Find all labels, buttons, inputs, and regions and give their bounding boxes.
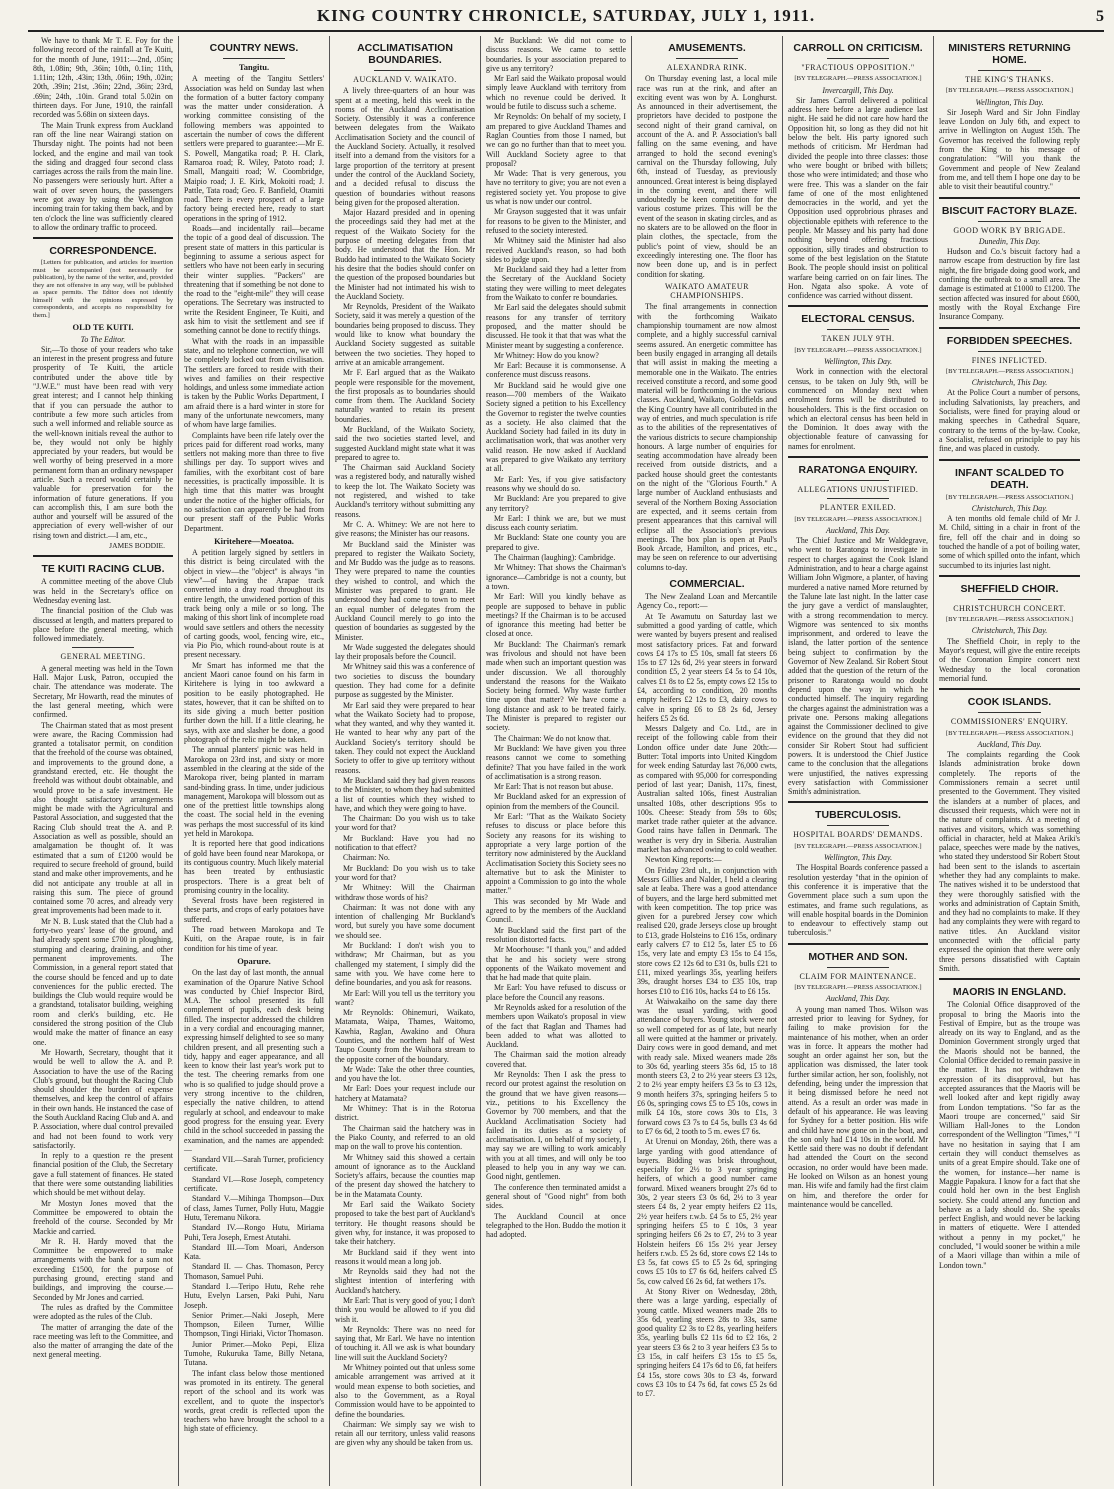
article-paragraph: Mr Earl: Will you tell us the territory you want? bbox=[335, 988, 475, 1007]
article-headline: COOK ISLANDS. bbox=[967, 696, 1052, 709]
columns bbox=[28, 36, 1104, 1486]
article-subheading: GOOD WORK BY BRIGADE. bbox=[953, 225, 1066, 235]
press-byline: [BY TELEGRAPH.—PRESS ASSOCIATION.] bbox=[945, 616, 1074, 624]
article-paragraph: What with the roads in an impassible state, and no telephone connection, we will be completely locked out from civilisation. The settlers are forced to reside with their wives and families on their respective holdings, and unless some immediate action is taken by the Public Works Department, I am afraid there is a hard winter in store for many of the unfortunate newcomers, many of whom have large families. bbox=[184, 336, 324, 430]
article-paragraph: Mr Earl said the Waikato proposal would simply leave Auckland with territory from which no revenue could be derived. It would be futile to discuss such a scheme. bbox=[486, 74, 626, 112]
article-paragraph: The New Zealand Loan and Mercantile Agency Co., report:— bbox=[637, 592, 777, 611]
article-paragraph: Mr Reynolds asked for a resolution of the members upon Waikato's proposal in view of the fact that Raglan and Thames had been added to what was allotted to Auckland. bbox=[486, 1002, 626, 1050]
column-divider bbox=[939, 459, 1080, 461]
article-paragraph: Mr Whitney said this was a conference of two societies to discuss the boundary question. They had come for a definite purpose as suggested by the Minister. bbox=[335, 662, 475, 700]
dateline: Wellington, This Day. bbox=[823, 853, 893, 863]
short-rule bbox=[827, 825, 889, 826]
short-rule bbox=[72, 647, 134, 648]
article-paragraph: Mr Earl: I think we are, but we must discuss each county seriatim. bbox=[486, 513, 626, 533]
article-paragraph: Mr Wade: That is very generous, you have no territory to give; you are not even a registered society yet. You propose to give us what is now under our control. bbox=[486, 169, 626, 207]
article-headline: FORBIDDEN SPEECHES. bbox=[946, 334, 1073, 347]
column-divider bbox=[939, 688, 1080, 690]
article-paragraph: Mr Whitney: That is in the Rotorua district. bbox=[335, 1104, 475, 1123]
article-headline: BISCUIT FACTORY BLAZE. bbox=[941, 204, 1078, 217]
article-subheading: COMMISSIONERS' ENQUIRY. bbox=[950, 717, 1069, 727]
article-paragraph: Mr Buckland said they had given reasons to the Minister, to whom they had submitted a list of counties which they wished to have, and which they were going to have. bbox=[335, 775, 475, 813]
article-paragraph: Mr Buckland, of the Waikato Society, said the two societies started level, and suggested Auckland might state what it was prepared to agree to. bbox=[335, 424, 475, 462]
article-subheading: GENERAL MEETING. bbox=[60, 652, 146, 662]
dateline: Invercargill, This Day. bbox=[822, 85, 894, 95]
article-headline: SHEFFIELD CHOIR. bbox=[960, 582, 1059, 595]
article-paragraph: Mr Buckland: The Chairman's remark was frivolous and should not have been made when such an important question was under discussion. We all thoroughly understand the reasons for the Waikato Society being formed. Why waste further time upon that matter? We have come a long distance and ask to be treated fairly. The Minister is prepared to register our society. bbox=[486, 639, 626, 733]
article-paragraph: The road between Marokopa and Te Kuiti, on the Arapae route, is in fair condition for his time of year. bbox=[184, 925, 324, 953]
article-paragraph: Mr Wade: Take the other three counties, and you have the lot. bbox=[335, 1064, 475, 1084]
article-paragraph: A ten months old female child of Mr J. M. Child, sitting in a chair in front of the fire, fell off the chair and in doing so touched the handle of a pot of boiling water, some of which spilled onto the infant, which succumbed to its injuries last night. bbox=[939, 514, 1080, 570]
column-divider bbox=[788, 456, 928, 458]
article-paragraph: Mr Earl said they were prepared to hear what the Waikato Society had to propose, what they wanted, and why they wanted it. He wanted to hear why any part of the Auckland Society's territory should be taken. They could not expect the Auckland Society to offer to give up territory without reasons. bbox=[335, 700, 475, 775]
column-7 bbox=[934, 36, 1085, 1486]
column-4 bbox=[481, 36, 632, 1486]
column-divider bbox=[939, 197, 1080, 199]
article-paragraph: Mr Wade suggested the delegates should lay their proposals before the Council. bbox=[335, 642, 475, 662]
article-paragraph: The financial position of the Club was discussed at length, and matters prepared to place before the general meeting, which followed immediately. bbox=[33, 606, 173, 644]
column-divider bbox=[33, 555, 173, 557]
article-paragraph: At Urenui on Monday, 26th, there was a large yarding with good attendance of buyers. Bidding was brisk throughout, especially for 2½ to 3 year springing heifers, of which a good number came forward. Mixed weaners brought 27s 6d to 30s, 2 year steers £3 0s 6d, 2½ to 3 year steers £4 8s, 2 year empty heifers £2 11s, 2½ year heifers r.w.b. £4 5s to £5, 2½ year springing heifers £5 to £ 10s, 3 year springing heifers £6 2s to £7, 2½ to 3 year Holstein heifers £6 15s 2½ year Jersey heifers r.w.b. £5 2s 6d, store cows £2 14s to £3 5s, fat cows £5 to £5 2s 6d, springing cows £5 10s to £7 6s 6d, heifers calved £5 5s, cow calved £6 2s 6d, fat wethers 17s. bbox=[637, 1137, 777, 1286]
article-paragraph: Mr Buckland: I don't wish you to withdraw; Mr Chairman, but as you challenged my statement, I simply did the same with you. We have come here to define boundaries, and you ask for reasons. bbox=[335, 941, 475, 988]
article-paragraph: The Chairman said the hatchery was in the Piako County, and referred to an old map on the wall to prove his contention. bbox=[335, 1123, 475, 1152]
article-paragraph: The Hospital Boards conference passed a resolution yesterday "that in the opinion of this conference it is imperative that the Government place such a sum upon the estimates, and frame such regulations, as will enable hospital boards in the Dominion to endeavour to effectively stamp out tuberculosis." bbox=[788, 863, 928, 938]
article-paragraph: Mr Earl: Will you kindly behave as people are supposed to behave in public meetings? If the Chairman is to be accused of ignorance this meeting had better be closed at once. bbox=[486, 592, 626, 639]
article-paragraph: Mr Earl: Yes, if you give satisfactory reasons why we should do so. bbox=[486, 474, 626, 493]
column-divider bbox=[33, 237, 173, 239]
press-byline: [BY TELEGRAPH.—PRESS ASSOCIATION.] bbox=[794, 984, 922, 992]
article-paragraph: The matter of arranging the date of the race meeting was left to the Committee, and also the matter of arranging the date of the next general meeting. bbox=[33, 1322, 173, 1360]
article-paragraph: Mr Buckland said the first part of the resolution distorted facts. bbox=[486, 925, 626, 944]
article-paragraph: Mr Buckland said he would give one reason—700 members of the Waikato Society signed a petition to his Excellency the Governor to register the twelve counties as a society. He also claimed that the Auckland Society had failed in its duty in acclimatisation work, that was another very valid reason. He now asked if Auckland was prepared to give Waikato any territory at all. bbox=[486, 380, 626, 474]
article-paragraph: Mr Buckland said if they went into reasons it would mean a long job. bbox=[335, 1247, 475, 1266]
article-headline: ACCLIMATISATION BOUNDARIES. bbox=[357, 42, 453, 66]
press-byline: [BY TELEGRAPH.—PRESS ASSOCIATION.] bbox=[945, 367, 1074, 375]
page-number: 5 bbox=[1096, 8, 1104, 25]
short-rule bbox=[978, 221, 1040, 222]
article-headline: RARATONGA ENQUIRY. bbox=[798, 463, 918, 476]
article-paragraph: Mr Buckland asked for an expression of opinion from the members of the Council. bbox=[486, 792, 626, 811]
article-paragraph: Mr Whitney: That shows the Chairman's ignorance—Cambridge is not a county, but a town. bbox=[486, 563, 626, 591]
article-paragraph: It is reported here that good indications of gold have been found near Marokopa, or its contiguous country. Much likely material has been treated by enthusiastic prospectors. There is a great belt of promising country in the locality. bbox=[184, 839, 324, 895]
article-paragraph: Mr Buckland: We have given you three reasons cannot we come to something definite? That you have failed in the work of acclimatisation is a strong reason. bbox=[486, 743, 626, 781]
article-paragraph: The Chairman said Auckland Society was a registered body, and naturally wished to keep the lot. The Waikato Society was not registered, and wished to take Auckland's territory without submitting any reasons. bbox=[335, 463, 475, 519]
article-subheading: HOSPITAL BOARDS' DEMANDS. bbox=[793, 830, 923, 840]
article-subheading: CHRISTCHURCH CONCERT. bbox=[953, 603, 1066, 613]
article-headline: TUBERCULOSIS. bbox=[815, 809, 901, 822]
article-paragraph: Mr Earl said the delegates should submit reasons for any transfer of territory proposed, and the matter should be discussed. He took it that that was what the Minister meant by suggesting a conference. bbox=[486, 303, 626, 350]
article-paragraph: A general meeting was held in the Town Hall. Major Lusk, Patron, occupied the chair. The attendance was moderate. The Secretary, Mr Howarth, read the minutes of the last general meeting, which were confirmed. bbox=[33, 663, 173, 720]
article-paragraph: On the last day of last month, the annual examination of the Oparure Native School was conducted by Chief Inspector Bird, M.A. The school presented its full complement of pupils, each desk being filled. The inspector addressed the children in a very cordial and encouraging manner, expressing himself delighted to see so many children present, and all presenting such a tidy, happy and eager appearance, and all keen to know their last year's work put to the test. The cheering remarks from one who is so qualified to judge should prove a very strong incentive to the children, especially the native children, to attend regularly at school, and endeavour to make good progress for the ensuing year. Every child in the school succeeded in passing the examination, and the names are appended:— bbox=[184, 968, 324, 1154]
article-paragraph: The Chairman: We do not know that. bbox=[494, 733, 611, 743]
dateline: Dunedin, This Day. bbox=[978, 236, 1041, 246]
article-paragraph: At Stony River on Wednesday, 28th, there was a large yarding, especially of young cattle. Mixed weaners made 28s to 35s 6d, yearling steers 28s to 33s, same good quality £2 3s to £2 8s, yearling heifers 35s, yearling bulls £2 11s 6d to £2 16s, 2 year steers £3 6s 2 to 3 year heifers £3 5s to £3 15s, in calf heifers £3 15s to £5 5s, springing heifers £4 17s 6d to £6, fat heifers £4 15s, store cows 30s to £3 4s, forward cows £3 10s to £4 7s 6d, fat cows £5 2s 6d to £7. bbox=[637, 1287, 777, 1399]
article-subheading: THE KING'S THANKS. bbox=[965, 75, 1054, 84]
article-paragraph: Mr Earl: That is not reason but abuse. bbox=[494, 782, 614, 792]
article-paragraph: Mr Reynolds: Then I ask the press to record our protest against the resolution on the ground that we have given reasons—viz., petitions to his Excellency the Governor by 700 members, and that the Auckland Acclimatisation Society had failed in its duties as a society of acclimatisation. I, on behalf of my society, I may say we are willing to work amicably with you at all times, and will only be too pleased to help you in any way we can. Good night, gentlemen. bbox=[486, 1070, 626, 1182]
article-headline: COMMERCIAL. bbox=[669, 578, 745, 591]
article-paragraph: Mr Buckland: Are you prepared to give any territory? bbox=[486, 494, 626, 513]
column-divider bbox=[788, 801, 928, 803]
article-paragraph: Sir,—To those of your readers who take an interest in the present progress and future prosperity of Te Kuiti, the article contributed under the above title by "J.W.E." must have been read with very great interest; and I cannot help thinking that if you can persuade the author to contribute a few more such articles from such a well informed and reliable source as the well-known initials reveal the author to be, they would not only be highly appreciated by your readers, but would be well worthy of being preserved in a more permanent form than an ordinary newspaper article. Such a record would certainly be valuable for preservation for the information of future generations. If you can accomplish this, I am sure both the author and yourself will be assured of the appreciation of every well-wisher of our rising town and district.—I am, etc., bbox=[33, 344, 174, 540]
short-rule bbox=[374, 70, 436, 71]
short-rule bbox=[978, 712, 1040, 713]
column-5 bbox=[632, 36, 783, 1486]
article-paragraph: Mr Buckland: We did not come to discuss reasons. We came to settle boundaries. Is your association prepared to give us any territory? bbox=[486, 36, 626, 73]
article-paragraph: The Sheffield Choir, in reply to the Mayor's request, will give the entire receipts of the Coronation Empire concert next Wednesday to the local coronation memorial fund. bbox=[939, 636, 1080, 683]
article-headline: TE KUITI RACING CLUB. bbox=[41, 563, 165, 576]
dateline: Auckland, This Day. bbox=[826, 994, 890, 1004]
dateline: Christchurch, This Day. bbox=[971, 503, 1048, 513]
article-paragraph: Mr Earl: Does your request include our hatchery at Matamata? bbox=[335, 1084, 475, 1103]
article-paragraph: Major Hazard presided and in opening the proceedings said they had met at the request of the Waikato Society for the purpose of meeting delegates from that body. He understood that the Hon. Mr Buddo had intimated to the Waikato Society his desire that the bodies should confer on the question of the proposed boundaries but the Minister had not intimated his wish to the Auckland Society. bbox=[335, 208, 475, 301]
article-paragraph: At Te Awamutu on Saturday last we submitted a good yarding of cattle, which were wanted by buyers present and realised most satisfactory prices. Fat and forward cows £4 17s to £5 10s, small fat steers £6 15s to £7 12s 6d, 2½ year steers in forward condition £5, 2 year steers £4 5s to £4 10s, calves £1 8s to £2 5s, empty cows £2 15s to £4, according to condition, 20 months empty heifers £2 12s to £3, dairy cows to calve in spring £6 to £8 2s 6d, Jersey heifers £5 2s 6d. bbox=[637, 611, 777, 723]
article-paragraph: Standard II. — Chas. Thomason, Percy Thomason, Samuel Puhi. bbox=[184, 1262, 324, 1281]
article-paragraph: Mr Whitney: Will the Chairman withdraw those words of his? bbox=[335, 883, 475, 902]
column-divider bbox=[939, 978, 1080, 980]
article-paragraph: Mr Grayson suggested that it was unfair for reasons to be given to the Minister, and refused to the society interested. bbox=[486, 207, 626, 235]
article-paragraph: Mr Smart has informed me that the ancient Maori canoe found on his farm in Kiritehere is lying in too awkward a position to be easily photographed. He states, however, that it can be shifted on to its side giving a much better position further down the hill. If a little clearing, he says, with axe and slasher be done, a good photograph of the relic might be taken. bbox=[184, 660, 324, 745]
article-paragraph: Mr Whitney said this showed a certain amount of ignorance as to the Auckland Society's affairs, because the counties map of the present day showed the hatchery to be in the Matamata County. bbox=[335, 1152, 475, 1199]
article-paragraph: Mr Moorhouse: "I thank you," and added that he and his society were strong opponents of the Waikato movement and that he had made that quite plain. bbox=[486, 945, 626, 983]
article-paragraph: The Chairman: Do you wish us to take your word for that? bbox=[335, 814, 475, 833]
article-paragraph: Mr Buckland: Do you wish us to take your word for that? bbox=[335, 863, 475, 882]
article-paragraph: Mr Reynolds: On behalf of my society, I am prepared to give Auckland Thames and Raglan Counties from those I named, but we can go no further than that to meet you. Will Auckland Society agree to that proposal? bbox=[486, 112, 626, 168]
masthead-title: KING COUNTRY CHRONICLE, SATURDAY, JULY 1, 1911. bbox=[316, 6, 816, 25]
article-paragraph: Mr Earl: "That as the Waikato Society refuses to discuss or place before this Society any reasons for its wishing to appropriate a very large portion of the territory now administered by the Auckland Acclimatisation Society this Society sees no alternative but to ask the Minister to appoint a Commission to go into the whole matter." bbox=[486, 812, 626, 896]
article-paragraph: Mr Reynolds: There was no need for saying that, Mr Earl. We have no intention of touching it. All we ask is what boundary line will suit the Auckland Society? bbox=[335, 1324, 475, 1362]
article-paragraph: Standard VII.—Sarah Turner, proficiency certificate. bbox=[184, 1155, 324, 1174]
article-paragraph: Standard V.—Mihinga Thompson—Dux of class, James Turner, Polly Hutu, Maggie Hutu, Teremanu Nikora. bbox=[184, 1194, 324, 1222]
article-paragraph: The rules as drafted by the Committee were adopted as the rules of the Club. bbox=[33, 1302, 173, 1322]
column-3 bbox=[330, 36, 481, 1486]
short-rule bbox=[676, 58, 738, 59]
article-paragraph: The Main Trunk express from Auckland ran off the line near Wairangi station on Thursday night. The points had not been locked, and the engine and mail van took the siding and dragged four second class carriages across the rails from the main line. No passengers were seriously hurt. After a wait of over seven hours, the passengers were got away by using the Wellington incoming train for taking them back, and by ten o'clock the line was sufficiently cleared to allow the ordinary traffic to proceed. bbox=[33, 120, 173, 232]
dateline: Wellington, This Day. bbox=[975, 97, 1044, 107]
article-paragraph: Sir James Carroll delivered a political address here before a large audience last night. He said he did not care how hard the Opposition hit, so long as they did not hit below the belt. His party ignored such methods of criticism. Mr Herdman had divided the people into three classes: those who were bought or bribed with billets; those who were intimidated; and those who were free. This was a slander on the fair fame of one of the most enlightened democracies in the world, and yet the Opposition used opprobrious phrases and objectionable epithets with reference to the people. Mr Massey and his party had done nothing beyond offering fractious opposition, silly tirades and obstruction to some of the best legislation on the Statute Book. The people should insist on political warfare being carried on on fair lines. The Hon. Ngata also spoke. A vote of confidence was carried without dissent. bbox=[788, 95, 928, 301]
article-paragraph: A young man named Thos. Wilson was arrested prior to leaving for Sydney, for failing to make provision for the maintenance of his mother, when an order was in force. It appears the mother had sought an order against her son, but the application was dismissed, the later took further similar action, her son, foolishly, not defending, being under the impression that it being dismissed before he need not attend. As a result an order was made in default of his appearance. He was leaving for Sydney for a better position. His wife and child have now gone on in the boat, and the son only had £14 10s in the world. Mr Kettle said there was no doubt if defendant had attended the Court on the second occasion, no order would have been made. He looked on Wilson as an honest young man. His wife and family had the first claim on him, and therefore the order for maintenance would be cancelled. bbox=[788, 1004, 928, 1209]
dateline: Christchurch, This Day. bbox=[971, 378, 1048, 388]
article-paragraph: We have to thank Mr T. E. Foy for the following record of the rainfall at Te Kuiti, for the month of June, 1911:—2nd, .05in; 8th, 1.08in; 9th, .36in; 10th, 0.1in; 11th, 1.11in; 12th, .43in; 13th, .06in; 19th, .02in; 20th, .39in; 21st, .36in; 22nd, .36in; 23rd, .69in; 24th, .10in. Grand total 5.02in on thirteen days. For June, 1910, the rainfall recorded was 5.68in on sixteen days. bbox=[33, 36, 173, 120]
article-paragraph: Mr Whitney pointed out that unless some amicable arrangement was arrived at it would mean expense to both societies, and also to the Government, as a Royal Commission would have to be appointed to define the boundaries. bbox=[335, 1363, 475, 1419]
short-rule bbox=[827, 480, 889, 481]
press-byline: [BY TELEGRAPH.—PRESS ASSOCIATION.] bbox=[945, 87, 1074, 95]
article-paragraph: Mr N. B. Lusk stated that the Club had a forty-two years' lease of the ground, and had already spent some £700 in ploughing, stumping and clearing, draining, and other permanent improvements. The Commission, in a general report stated that the course should be fenced and up to date conveniences for the public erected. The buildings the Club would require would be a grandstand, totalisator building, weighing room and clerk's building, etc. He considered the strong position of the Club would make the matter of finance an easy one. bbox=[33, 916, 173, 1047]
article-subheading: AUCKLAND V. WAIKATO. bbox=[353, 75, 457, 84]
column-divider bbox=[788, 943, 928, 945]
editorial-note: [Letters for publication, and articles for insertion must be accompanied (not necessarily for publication), by the name of the writer, and, provided they are not offensive in any way, will be published as space permits. The Editor does not identify himself with the opinions expressed by correspondents, and accepts no responsibility for them.] bbox=[33, 259, 173, 319]
column-6 bbox=[783, 36, 934, 1486]
article-paragraph: Mr Buckland said the Minister was prepared to register the Waikato Society, and Mr Buddo was the judge as to reasons. They were prepared to name the counties they wished to control, and which the Minister was prepared to grant. He understood they had come to town to meet an equal number of delegates from the Auckland Council merely to go into the question of boundaries as suggested by the Minister. bbox=[335, 539, 475, 642]
short-rule bbox=[223, 58, 285, 59]
article-paragraph: Messrs Dalgety and Co. Ltd., are in receipt of the following cable from their London office under date June 20th:—Butter: Total imports into United Kingdom for week ending Saturday last 76,000 cwts, as compared with 95,000 for corresponding period of last year; Danish, 117s, finest, Australian salted 106s, finest Australian unsalted 108s, other descriptions 95s to 100s. Cheese: Steady from 59s to 60s; market trade rather quieter at the advance. Good rains have fallen in Denmark. The weather is very dry in Siberia. Australian market has advanced owing to cold weather. bbox=[637, 724, 778, 855]
short-rule bbox=[827, 329, 889, 330]
dateline: Wellington, This Day. bbox=[823, 357, 893, 367]
article-paragraph: Work in connection with the electoral census, to be taken on July 9th, will be commenced on Monday next when enrolment forms will be distributed to householders. This is the first occasion on which an electoral census has been held in the Dominion. It does away with the objectionable feature of canvassing for names for enrolment. bbox=[788, 367, 928, 451]
article-paragraph: A lively three-quarters of an hour was spent at a meeting, held this week in the rooms of the Auckland Acclimatisation Society. Ostensibly it was a conference between delegates from the Waikato Acclimatisation Society and the council of the Auckland Society. Actually, it resolved itself into a demand from the visitors for a large proportion of the territory at present under the control of the Auckland Society, and a decided refusal to discuss the question of boundaries without reasons being given for the proposed alteration. bbox=[335, 86, 475, 207]
section-heading: Tangitu. bbox=[238, 62, 270, 72]
column-divider bbox=[939, 327, 1080, 329]
article-paragraph: Sir Joseph Ward and Sir John Findlay leave London on July 6th, and expect to arrive in Wellington on August 15th. The Governor has received the following reply from the King to his message of congratulation: "Will you thank the Government and people of New Zealand from me, and tell them I hope one day to be able to visit their beautiful country." bbox=[939, 107, 1080, 192]
article-paragraph: On Thursday evening last, a local mile race was run at the rink, and after an exciting event was won by A. Longhurst. As announced in their advertisement, the proprietors have decided to postpone the second night of their grand carnival, on account of the A. and P. Association's ball falling on the same evening, and have arranged to hold the second evening's carnival on the Thursday following, July 6th, instead of Tuesday, as previously announced. Great interest is being displayed in the coming event, and there will undoubtedly be keen competition for the various costume prizes. This will be the event of the season in skating circles, and as no skaters are to be allowed on the floor in plain clothes, the spectacle, from the public's point of view, should be an exceedingly interesting one. The floor has now been done up, and is in perfect condition for skating. bbox=[637, 74, 777, 279]
article-paragraph: The Chairman stated that as most present were aware, the Racing Commission had granted a totalisator permit, on condition that the freehold of the course was obtained, and improvements to the ground done, a grandstand erected, etc. He thought the freehold was without doubt obtainable, and would prove to be a safe investment. He also thought satisfactory arrangements might be made with the Agricultural and Pastoral Association, and suggested that the Racing Club should treat the A. and P. Association as well as possible, should an amalgamation be thought of. It was estimated that a sum of £1200 would be required to secure freehold of ground, build stand and make other improvements, and he did not anticipate any trouble at all in raising this sum. The piece of ground contained some 70 acres, and already very great improvements had been made to it. bbox=[33, 720, 173, 916]
article-headline: INFANT SCALDED TO DEATH. bbox=[955, 466, 1064, 491]
article-paragraph: The final arrangements in connection with the forthcoming Waikato championship tournament are now almost complete, and a highly successful carnival seems assured. An energetic committee has been busily engaged in arranging all details that will assist in making the meeting a memorable one in the Waikato. The entries received constitute a record, and some good material will be forthcoming in the various classes. Auckland, Waikato, Goldfields and the King Country have all contributed in the way of entries, and much speculation is rife as to the abilities of the representatives of the various districts to secure championship honours. A large number of enquiries for seating accommodation have already been received from outside districts, and a packed house should greet the contestants on the night of the "Glorious Fourth." A large number of Auckland enthusiasts and several of the Northern Boxing Association are expected, and it seems certain from present appearances that this carnival will eclipse all the Association's previous meetings. The box plan is open at Paul's Book Arcade, Hamilton, and prices, etc., may be seen on reference to our advertising columns to-day. bbox=[637, 302, 777, 572]
dateline: Auckland, This Day. bbox=[977, 739, 1042, 749]
article-paragraph: The annual planters' picnic was held in Marokopa on 23rd inst, and sixty or more assembled in the clearing at the side of the Marokopa river, being planted in marram sand-binding grass. In time, under judicious management, Marokopa will blossom out as one of the prettiest little townships along the coast. The social held in the evening was perhaps the most successful of its kind yet held in Marokopa. bbox=[184, 745, 324, 839]
press-byline: [BY TELEGRAPH.—PRESS ASSOCIATION.] bbox=[794, 515, 922, 523]
article-subheading: "FRACTIOUS OPPOSITION." bbox=[801, 63, 915, 72]
article-paragraph: Mr F. Earl argued that as the Waikato people were responsible for the movement, the first proposals as to boundaries should come from them. The Auckland Society naturally wanted to retain its present boundaries. bbox=[335, 368, 475, 424]
article-paragraph: In reply to a question re the present financial position of the Club, the Secretary gave a full statement of finances. He stated that there were some outstanding liabilities which should be met without delay. bbox=[33, 1151, 173, 1198]
article-paragraph: Chairman: No. bbox=[343, 853, 390, 863]
article-paragraph: Mr Buckland: Have you had no notification to that effect? bbox=[335, 833, 475, 853]
press-byline: [BY TELEGRAPH.—PRESS ASSOCIATION.] bbox=[945, 729, 1074, 737]
column-divider bbox=[939, 575, 1080, 577]
article-paragraph: Mr Mostyn Jones moved that the Committee be empowered to obtain the freehold of the course. Seconded by Mr Mackie and carried. bbox=[33, 1198, 173, 1236]
article-subheading: WAIKATO AMATEUR CHAMPIONSHIPS. bbox=[664, 281, 750, 301]
article-subheading: PLANTER EXILED. bbox=[819, 503, 897, 513]
article-paragraph: Mr Buckland said they had a letter from the Secretary of the Auckland Society stating they were willing to meet delegates from the Waikato to confer re boundaries. bbox=[486, 265, 626, 303]
article-paragraph: Newton King reports:— bbox=[645, 855, 722, 865]
column-divider bbox=[788, 305, 928, 307]
section-heading: OLD TE KUITI. bbox=[72, 322, 134, 333]
short-rule bbox=[978, 70, 1040, 71]
dateline: Christchurch, This Day. bbox=[971, 626, 1048, 636]
article-paragraph: The Chairman (laughing): Cambridge. bbox=[494, 553, 616, 563]
short-rule bbox=[827, 498, 889, 499]
short-rule bbox=[978, 599, 1040, 600]
article-headline: CARROLL ON CRITICISM. bbox=[793, 42, 923, 54]
short-rule bbox=[827, 58, 889, 59]
article-paragraph: Mr Earl: That is very good of you; I don't think you would be allowed to if you did wish it. bbox=[335, 1296, 475, 1324]
article-paragraph: The Chairman said the motion already covered that. bbox=[486, 1050, 626, 1069]
article-subheading: TAKEN JULY 9TH. bbox=[821, 334, 895, 344]
article-paragraph: Mr Whitney: How do you know? bbox=[494, 350, 599, 360]
article-paragraph: Mr Reynolds said they had not the slightest intention of interfering with Auckland's hatchery. bbox=[335, 1267, 475, 1295]
article-paragraph: Standard IV.—Rongo Hutu, Miriama Puhi, Tera Joseph, Ernest Atutahi. bbox=[184, 1223, 324, 1242]
article-headline: ELECTORAL CENSUS. bbox=[801, 313, 915, 326]
article-headline: MOTHER AND SON. bbox=[808, 950, 908, 963]
signature: JAMES BODDIE. bbox=[109, 541, 165, 551]
article-paragraph: A committee meeting of the above Club was held in the Secretary's office on Wednesday evening last. bbox=[33, 577, 173, 605]
article-paragraph: The conference then terminated amidst a general shout of "Good night" from both sides. bbox=[486, 1182, 626, 1211]
article-headline: COUNTRY NEWS. bbox=[209, 42, 299, 54]
article-paragraph: A petition largely signed by settlers in this district is being circulated with the object in view—the "object" is always "in view"—of having the Arapae track converted into a dray road throughout its entire length, the unwidened portion of this track being only a mile or so long. The making of this short link of incomplete road would save settlers and others the necessity of carting goods, wool, fencing wire, etc., via Pio Pio, which round-about route is at present necessary. bbox=[184, 548, 324, 660]
masthead bbox=[28, 6, 1104, 32]
article-paragraph: Mr Earl said the Waikato Society proposed to take the best part of Auckland's territory. He thought reasons should be given why, for instance, it was proposed to take their hatchery. bbox=[335, 1200, 475, 1247]
article-paragraph: The complaints regarding the Cook Islands administration broke down completely. The reports of the Commissioners remain a secret until presented to the Government. They visited the islanders at a number of places, and discussed their requests, which were not in the nature of complaints. At a meeting of natives and visitors, which was something official in character, held at Makea Ariki's palace, speeches were made by the natives, who stated they understood Sir Robert Stout had been sent to the islands to ascertain whether they had any complaints to make. The natives wished it to be understood that they were thoroughly satisfied with the works and administration of Captain Smith, and they had no complaints to make. If they had any complaints they were with regard to native titles. An Auckland visitor unconnected with the official party expressed the opinion that there were only three persons dissatisfied with Captain Smith. bbox=[939, 750, 1080, 973]
dateline: Auckland, This Day. bbox=[826, 525, 890, 535]
article-paragraph: At the Police Court a number of persons, including Salvationists, lay preachers, and Socialists, were fined for praying aloud or making speeches in Cathedral Square, contrary to the terms of the by-law. Cooke, a Socialist, refused on principle to pay his fine, and was placed in custody. bbox=[939, 388, 1080, 454]
article-paragraph: Complaints have been rife lately over the prices paid for different road works, many settlers not making more than three to five shillings per day. To support wives and families, with the exorbitant cost of bare necessities, is practically impossible. It is high time that this matter was brought under the notice of the higher officials, for no satisfaction can apparently be had from our present staff of the Public Works Department. bbox=[184, 430, 324, 533]
article-paragraph: Mr R. H. Hardy moved that the Committee be empowered to make arrangements with the bank for a sum not exceeding £1500, for the purpose of purchasing ground, erecting stand and buildings, and improving the course.—Seconded by Mr Jones and carried. bbox=[33, 1236, 173, 1302]
article-paragraph: Mr Reynolds: Ohinemuri, Waikato, Matamata, Waipa, Thames, Waitomo, Kawhia, Raglan, Awakino and Ohura Counties, and the northern half of West Taupo County from the Waihora stream to the opposite corner of the boundary. bbox=[335, 1008, 475, 1064]
column-1 bbox=[28, 36, 179, 1486]
press-byline: [BY TELEGRAPH.—PRESS ASSOCIATION.] bbox=[794, 346, 922, 354]
article-subheading: FINES INFLICTED. bbox=[971, 355, 1048, 365]
article-paragraph: At Waiwakaiho on the same day there was the usual yarding, with good attendance of buyers. Young stock were not so well competed for as of late, but nearly all were quitted at the hammer or privately. Dairy cows were in good demand, and met with ready sale. Mixed weaners made 28s to 30s 6d, yearling steers 35s 6d, 15 to 18 month steers £3, 2 to 2½ year steers £3 12s, 2 to 2½ year empty heifers £3 5s to £3 12s, 9 month heifers 37s, springing heifers 5 to £6 0s, springing cows £5 to £5 10s, cows in milk £4 10s, store cows 30s to £1s, 3 forward cows £3 7s to £4 5s, bulls £3 4s 6d to £7 6s 6d, 2 tooth to 5 m. ewes £7 6s. bbox=[637, 996, 777, 1136]
article-headline: MINISTERS RETURNING HOME. bbox=[948, 42, 1071, 66]
section-heading: Oparure. bbox=[237, 955, 271, 966]
article-paragraph: The infant class below those mentioned was promoted in its entirety. The general report of the school and its work was excellent, and to quote the inspector's words, great credit is reflected upon the teachers who have brought the school to a high state of efficiency. bbox=[184, 1368, 324, 1434]
short-rule bbox=[978, 351, 1040, 352]
article-paragraph: Mr Buckland: State one county you are prepared to give. bbox=[486, 533, 626, 552]
article-paragraph: Roads—and incidentally rail—became the topic of a good deal of discussion. The present state of matters in this particular is beginning to assume a serious aspect for settlers who have not been early in securing their winter supplies. "Packers" are threatening that if something be not done to the road to the "eight-mile" they will cease operations. The Secretary was instructed to write the Resident Engineer, Te Kuiti, and ask him to visit the settlement and see if something cannot be done to rectify things. bbox=[184, 224, 324, 336]
article-paragraph: Mr Reynolds, President of the Waikato Society, said it was merely a question of the boundaries being proposed to discuss. They would like to know what boundary the Auckland Society suggested as suitable between the two societies. They hoped to arrive at an amicable arrangement. bbox=[335, 302, 475, 367]
article-paragraph: Mr Whitney said the Minister had also received Auckland's reason, so had both sides to judge upon. bbox=[486, 236, 626, 264]
article-headline: MAORIS IN ENGLAND. bbox=[952, 986, 1067, 999]
article-subheading: ALLEGATIONS UNJUSTIFIED. bbox=[797, 484, 919, 494]
short-rule bbox=[827, 967, 889, 968]
article-paragraph: Chairman: We simply say we wish to retain all our territory, unless valid reasons are given why any should be taken from us. bbox=[335, 1419, 475, 1448]
article-paragraph: The Chief Justice and Mr Waldegrave, who went to Raratonga to investigate in respect to charges against the Cook Island Administration, and to hear a charge against William John Wigmore, a planter, of having murdered a native named More returned by the Talune late last night. In the latter case the jury gave a verdict of manslaughter, with a strong recommendation to mercy. Wigmore was sentenced to six months imprisonment, and ordered to leave the island, the latter portion of the sentence being subject to confirmation by the Governor of New Zealand. Sir Robert Stout added that the question of the return of the prisoner to Raratonga would no doubt depend upon the way in which he conducted himself. The inquiry regarding the charges against the administration was a private one. Persons making allegations against the Commissioner declined to give evidence on the ground that they did not consider Sir Robert Stout had sufficient powers. It is understood the Chief Justice came to the conclusion that the allegations were unjustified, the natives expressing every satisfaction with Commissioner Smith's administration. bbox=[788, 536, 928, 797]
dateline: To The Editor. bbox=[80, 334, 126, 344]
article-paragraph: Mr C. A. Whitney: We are not here to give reasons; the Minister has our reasons. bbox=[335, 519, 475, 539]
article-paragraph: Mr Howarth, Secretary, thought that it would be well to allow the A. and P. Association to have the use of the Racing Club's ground, but thought the Racing Club should shoulder the burden of expense themselves, and keep the control of affairs in their own hands. He instanced the case of the South Auckland Racing Club and A. and P. Association, where dual control prevailed and had not been found to work very satisfactorily. bbox=[33, 1047, 173, 1150]
article-paragraph: Hudson and Co.'s biscuit factory had a narrow escape from destruction by fire last night, the fire brigade doing good work, and confining the outbreak to a small area. The damage is estimated at £1000 to £1200. The section affected was insured for about £600, mostly with the Royal Exchange Fire Insurance Company. bbox=[939, 247, 1080, 322]
section-heading: Kiritehere—Moeatoa. bbox=[214, 535, 294, 546]
article-paragraph: The Auckland Council at once telegraphed to the Hon. Buddo the motion it had adopted. bbox=[486, 1211, 626, 1240]
article-headline: CORRESPONDENCE. bbox=[49, 245, 157, 258]
article-paragraph: On Friday 23rd ult., in conjunction with Messrs Gillies and Nalder, I held a clearing sale at Ieaba. There was a good attendance of buyers, and the large herd submitted met with keen competition. The top price was given for a purebred Jersey cow which realised £20, grade Jerseys close up brought to £13, grade Holsteins to £16 15s, ordinary early calvers £7 to £12 5s, later £5 to £6 15s, very late and empty £3 15s to £4 15s, store cows £2 12s 6d to £31 0s, bulls £21 to £11, mixed yearlings 35s, yearling heifers 39s, draught horses £34 to £35 10s, trap horses £10 to £16 10s, hacks £4 to £6 15s. bbox=[637, 865, 777, 996]
article-paragraph: The Colonial Office disapproved of the proposal to bring the Maoris into the Festival of Empire, but as the troupe was already on its way to England, and as the Dominion Government strongly urged that the Maoris should not be banned, the Colonial Office decided to remain passive in the matter. It has not withdrawn the expression of its disapproval, but has accepted assurances that the Maoris will be well looked after and kept rigidly away from London temptations. "So far as the Maori troupe are concerned," said Sir William Hall-Jones to the London correspondent of the Wellington "Times," "I have no hesitation in saying that I am certain they will conduct themselves as units of a great Empire should. Take one of the women, for instance—her name is Maggie Papakura. I know for a fact that she could hold her own in the best English society. She could attend any function and behave as a lady should do. She speaks perfect English, and would never be lacking in matters of etiquette. Were I attended without a penny in my pocket," he concluded, "I would sooner be within a mile of a Maori village than within a mile of London town." bbox=[939, 1000, 1080, 1270]
article-paragraph: Mr Earl: Because it is commonsense. A conference must discuss reasons. bbox=[486, 361, 626, 380]
article-paragraph: Several frosts have been registered in these parts, and crops of early potatoes have suffered. bbox=[184, 896, 324, 924]
column-2 bbox=[179, 36, 330, 1486]
article-paragraph: Junior Primer.—Moko Pepi, Eliza Tumohe, Rukuruka Tame, Billy Netana, Tutana. bbox=[184, 1339, 324, 1368]
article-subheading: ALEXANDRA RINK. bbox=[666, 63, 748, 72]
article-paragraph: Chairman: It was not done with any intention of challenging Mr Buckland's word, but surely you have some document we should see. bbox=[335, 902, 475, 940]
article-headline: AMUSEMENTS. bbox=[668, 42, 746, 54]
article-paragraph: Standard III.—Tom Moari, Anderson Kata. bbox=[184, 1242, 324, 1262]
article-paragraph: Mr Earl: You have refused to discuss or place before the Council any reasons. bbox=[486, 983, 626, 1002]
article-paragraph: A meeting of the Tangitu Settlers' Association was held on Sunday last when the formation of a butter factory company was the matter under consideration. A working committee consisting of the following members was appointed to ascertain the number of cows the different settlers were prepared to guarantee:—Mr E. S. Powell, Mangatika road; P. H. Clark, Ramaroa road; R. Wiley, Patoto road; J. Small, Mangaiti road; W. Coombridge, Maipio road; J. E. Kirk, Mokoiti road; J. Pattle, Tata road; Geo. F. Banfield, Otamiti road. There is every prospect of a large factory being erected here, ready to start operations in the spring of 1912. bbox=[184, 74, 324, 223]
press-byline: [BY TELEGRAPH.—PRESS ASSOCIATION.] bbox=[794, 842, 922, 850]
article-paragraph: Senior Primer.—Naki Joseph, Mere Thompson, Eileen Turner, Willie Thompson, Tingi Hiriaki, Victor Thomason. bbox=[184, 1310, 324, 1339]
article-paragraph: Standard VI.—Rose Joseph, competency certificate. bbox=[184, 1174, 324, 1194]
article-paragraph: Standard I.—Teripo Hutu, Rehe rehe Hutu, Evelyn Larsen, Paki Puhi, Naru Joseph. bbox=[184, 1282, 324, 1310]
article-subheading: CLAIM FOR MAINTENANCE. bbox=[799, 971, 917, 981]
press-byline: [BY TELEGRAPH.—PRESS ASSOCIATION.] bbox=[945, 493, 1074, 501]
press-byline: [BY TELEGRAPH.—PRESS ASSOCIATION.] bbox=[794, 75, 922, 83]
article-paragraph: This was seconded by Mr Wade and agreed to by the members of the Auckland Council. bbox=[486, 896, 626, 925]
